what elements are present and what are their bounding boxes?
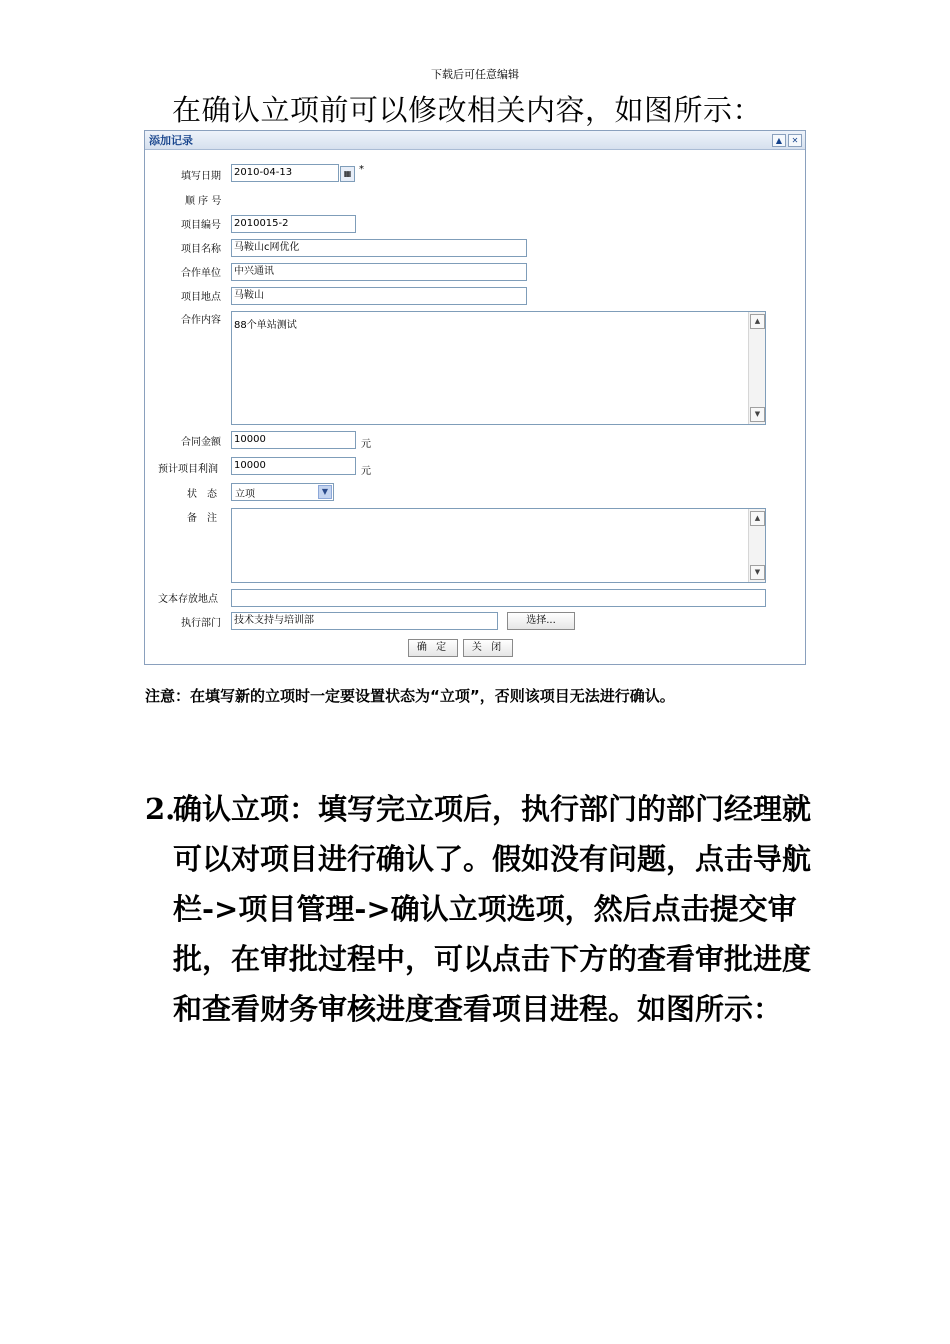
remark-label: 备 注 bbox=[187, 513, 217, 524]
status-label: 状 态 bbox=[187, 489, 217, 500]
step-number: 2. bbox=[145, 792, 176, 826]
amount-field[interactable]: 10000 bbox=[231, 431, 356, 449]
scroll-up-icon[interactable]: ▲ bbox=[750, 511, 765, 526]
profit-field[interactable]: 10000 bbox=[231, 457, 356, 475]
remark-scrollbar[interactable] bbox=[748, 509, 765, 582]
scroll-down-icon[interactable]: ▼ bbox=[750, 565, 765, 580]
project-no-label: 项目编号 bbox=[181, 220, 221, 231]
add-record-dialog bbox=[144, 130, 806, 665]
select-dept-button[interactable]: 选择... bbox=[507, 612, 575, 630]
page-header-note: 下载后可任意编辑 bbox=[431, 68, 519, 81]
project-name-label: 项目名称 bbox=[181, 244, 221, 255]
required-mark: * bbox=[359, 164, 364, 175]
calendar-icon[interactable]: ▦ bbox=[340, 166, 355, 182]
step-section bbox=[145, 784, 815, 1034]
project-name-field[interactable]: 马鞍山c网优化 bbox=[231, 239, 527, 257]
content-textarea[interactable] bbox=[231, 311, 766, 425]
dept-label: 执行部门 bbox=[181, 618, 221, 629]
content-text: 88个单站测试 bbox=[234, 320, 297, 331]
status-select[interactable] bbox=[231, 483, 334, 501]
remark-textarea[interactable] bbox=[231, 508, 766, 583]
dialog-title: 添加记录 bbox=[149, 134, 193, 147]
step-text: 确认立项：填写完立项后，执行部门的部门经理就可以对项目进行确认了。假如没有问题，点击导航栏->项目管理->确认立项选项，然后点击提交审批，在审批过程中，可以点击下方的查看审批进度和查看财务审核进度查看项目进程。如图所示： bbox=[173, 792, 812, 1026]
status-value: 立项 bbox=[235, 489, 255, 500]
chevron-down-icon[interactable]: ▼ bbox=[318, 485, 332, 499]
profit-unit: 元 bbox=[361, 466, 371, 477]
collapse-icon[interactable]: ▲ bbox=[772, 134, 786, 147]
fill-date-field[interactable]: 2010-04-13 bbox=[231, 164, 339, 182]
partner-field[interactable]: 中兴通讯 bbox=[231, 263, 527, 281]
location-label: 项目地点 bbox=[181, 292, 221, 303]
content-scrollbar[interactable] bbox=[748, 312, 765, 424]
scroll-down-icon[interactable]: ▼ bbox=[750, 407, 765, 422]
close-button[interactable]: 关 闭 bbox=[463, 639, 513, 657]
intro-heading: 在确认立项前可以修改相关内容，如图所示： bbox=[172, 93, 763, 127]
location-field[interactable]: 马鞍山 bbox=[231, 287, 527, 305]
storage-field[interactable] bbox=[231, 589, 766, 607]
partner-label: 合作单位 bbox=[181, 268, 221, 279]
profit-label: 预计项目利润 bbox=[158, 464, 218, 475]
amount-unit: 元 bbox=[361, 439, 371, 450]
dept-field[interactable]: 技术支持与培训部 bbox=[231, 612, 498, 630]
amount-label: 合同金额 bbox=[181, 437, 221, 448]
ok-button[interactable]: 确 定 bbox=[408, 639, 458, 657]
order-label: 顺 序 号 bbox=[185, 196, 222, 207]
storage-label: 文本存放地点 bbox=[158, 594, 218, 605]
dialog-titlebar bbox=[145, 131, 805, 150]
content-label: 合作内容 bbox=[181, 315, 221, 326]
close-icon[interactable]: ✕ bbox=[788, 134, 802, 147]
project-no-field[interactable]: 2010015-2 bbox=[231, 215, 356, 233]
fill-date-label: 填写日期 bbox=[181, 171, 221, 182]
scroll-up-icon[interactable]: ▲ bbox=[750, 314, 765, 329]
notice-text: 注意：在填写新的立项时一定要设置状态为“立项”，否则该项目无法进行确认。 bbox=[145, 687, 675, 705]
